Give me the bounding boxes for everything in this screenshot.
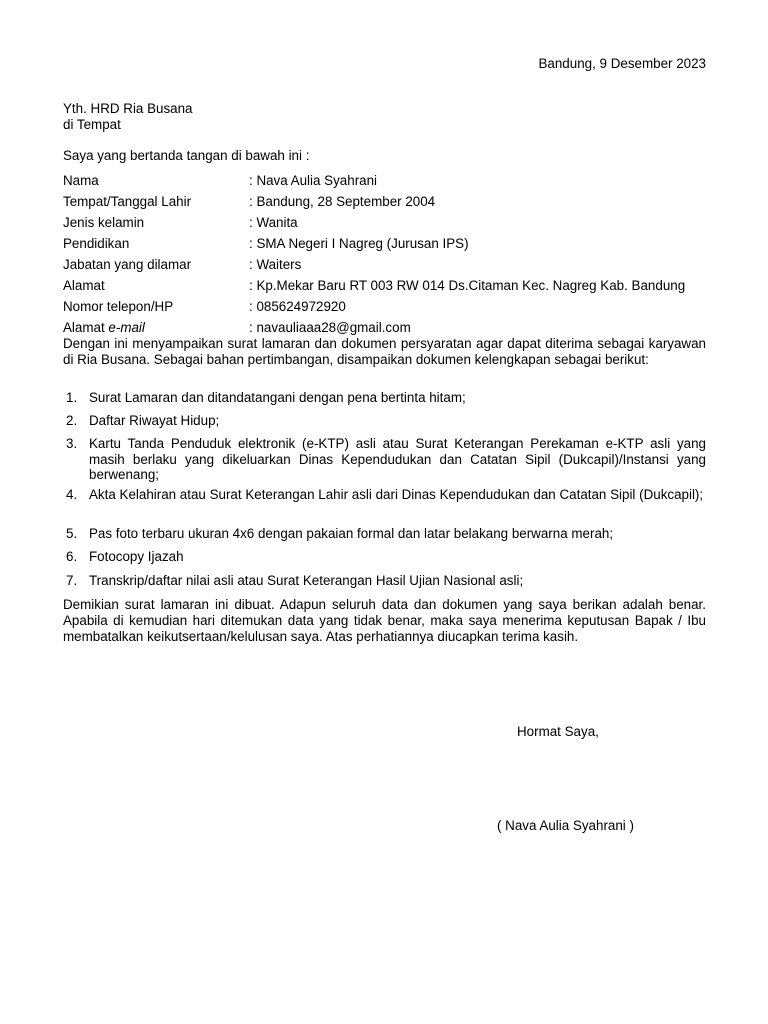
field-value-nama: : Nava Aulia Syahrani	[249, 173, 378, 188]
field-label-address: Alamat	[63, 278, 105, 293]
recipient-line-1: Yth. HRD Ria Busana	[63, 101, 193, 116]
opening-paragraph: Dengan ini menyampaikan surat lamaran dan dokumen persyaratan agar dapat diterima sebagai karyawan di Ria Busana. Sebagai bahan pertimbangan, disampaikan dokumen kelengkapan sebagai berikut:	[63, 336, 706, 367]
field-label-email-italic: e-mail	[108, 320, 145, 335]
field-label-email-prefix: Alamat	[63, 320, 109, 335]
field-label-phone: Nomor telepon/HP	[63, 299, 174, 314]
field-value-phone: : 085624972920	[249, 299, 346, 314]
closing-paragraph: Demikian surat lamaran ini dibuat. Adapun seluruh data dan dokumen yang saya berikan adalah benar. Apabila di kemudian hari ditemukan data yang tidak benar, maka saya menerima keputusan Bapak / Ibu membatalkan keikutsertaan/kelulusan saya. Atas perhatiannya diucapkan terima kasih.	[63, 597, 706, 644]
field-label-education: Pendidikan	[63, 236, 130, 251]
list-item	[63, 487, 706, 503]
field-value-ttl: : Bandung, 28 September 2004	[249, 194, 436, 209]
list-text: Transkrip/daftar nilai asli atau Surat Keterangan Hasil Ujian Nasional asli;	[89, 573, 524, 588]
closing-salutation: Hormat Saya,	[517, 724, 599, 739]
list-text: Fotocopy Ijazah	[89, 549, 184, 564]
list-number: 2.	[66, 413, 78, 428]
list-item	[63, 573, 706, 589]
field-value-education: : SMA Negeri I Nagreg (Jurusan IPS)	[249, 236, 469, 251]
list-text: Akta Kelahiran atau Surat Keterangan Lahir asli dari Dinas Kependudukan dan Catatan Sipil (Dukcapil);	[89, 487, 704, 502]
list-number: 4.	[66, 487, 78, 502]
field-value-position: : Waiters	[249, 257, 302, 272]
field-label-nama: Nama	[63, 173, 99, 188]
list-item	[63, 413, 706, 429]
list-item	[63, 390, 706, 406]
list-text: Daftar Riwayat Hidup;	[89, 413, 220, 428]
list-number: 6.	[66, 549, 78, 564]
intro-line: Saya yang bertanda tangan di bawah ini :	[63, 148, 310, 163]
field-label-gender: Jenis kelamin	[63, 215, 145, 230]
field-label-position: Jabatan yang dilamar	[63, 257, 192, 272]
field-value-address: : Kp.Mekar Baru RT 003 RW 014 Ds.Citaman Kec. Nagreg Kab. Bandung	[249, 278, 686, 293]
field-label-email	[63, 320, 145, 336]
recipient-line-2: di Tempat	[63, 117, 121, 132]
list-item	[63, 526, 706, 542]
list-item	[63, 436, 706, 483]
field-label-ttl: Tempat/Tanggal Lahir	[63, 194, 192, 209]
field-value-gender: : Wanita	[249, 215, 298, 230]
list-number: 3.	[66, 436, 78, 451]
letter-date: Bandung, 9 Desember 2023	[538, 56, 706, 71]
field-value-email: : navauliaaa28@gmail.com	[249, 320, 411, 335]
signature-name: ( Nava Aulia Syahrani )	[497, 818, 634, 833]
list-text: Surat Lamaran dan ditandatangani dengan pena bertinta hitam;	[89, 390, 466, 405]
list-number: 7.	[66, 573, 78, 588]
list-text: Pas foto terbaru ukuran 4x6 dengan pakaian formal dan latar belakang berwarna merah;	[89, 526, 614, 541]
list-number: 1.	[66, 390, 78, 405]
list-item	[63, 549, 706, 565]
list-text: Kartu Tanda Penduduk elektronik (e-KTP) asli atau Surat Keterangan Perekaman e-KTP asli yang masih berlaku yang dikeluarkan Dinas Kependudukan dan Catatan Sipil (Dukcapil)/Instansi yang berwenang;	[89, 436, 706, 482]
list-number: 5.	[66, 526, 78, 541]
